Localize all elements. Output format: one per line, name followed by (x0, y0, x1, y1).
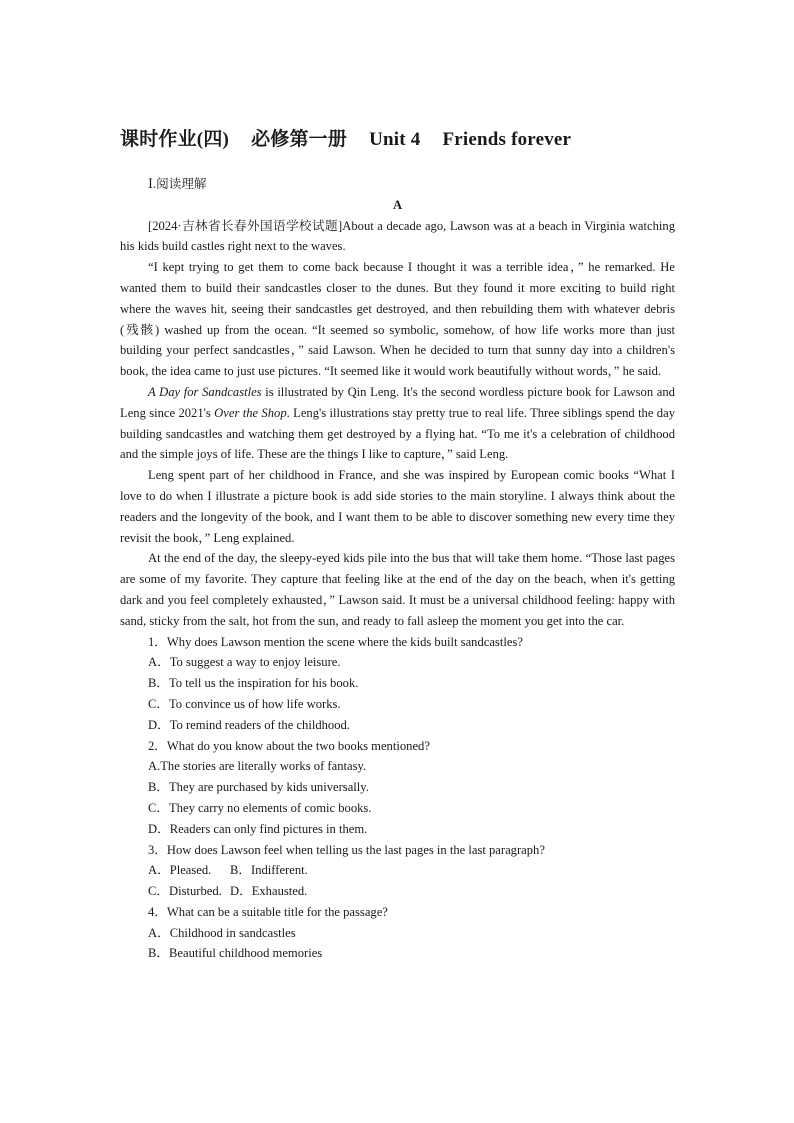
question-4-option-a: A．Childhood in sandcastles (148, 925, 296, 940)
question-1-option-c: C．To convince us of how life works. (148, 696, 341, 711)
book-title-sandcastles: A Day for Sandcastles (148, 384, 262, 399)
title-unit-label: Unit 4 (369, 129, 421, 150)
passage-paragraph-2: “I kept trying to get them to come back because I thought it was a terrible idea，” he remarked. He wanted them to build their sandcastles closer to the dunes. But they found it more exciting to build right where the waves hit, seeing their sandcastles get destroyed, and then rebuilding them with whatever debris (残骸) washed up from the ocean. “It seemed so symbolic, somehow, of how life works more than just building your perfect sandcastles，” said Lawson. When he decided to turn that sunny day into a children's book, the idea came to just use pictures. “It seemed like it would work beautifully without words，” he said. (120, 260, 675, 379)
question-2-option-a: A.The stories are literally works of fantasy. (148, 759, 367, 774)
question-2-option-b: B．They are purchased by kids universally. (148, 780, 369, 795)
passage-paragraph-1: [2024·吉林省长春外国语学校试题]About a decade ago, Lawson was at a beach in Virginia watching his kids build castles right next to the waves. (120, 218, 675, 254)
question-1-stem: 1．Why does Lawson mention the scene where the kids built sandcastles? (148, 634, 523, 649)
passage-paragraph-3 (120, 382, 675, 465)
passage-label: A (392, 197, 403, 212)
question-4-option-b: B．Beautiful childhood memories (148, 946, 323, 961)
question-1-option-a: A．To suggest a way to enjoy leisure. (148, 655, 341, 670)
section-heading: Ⅰ.阅读理解 (148, 177, 207, 191)
question-1-option-d: D．To remind readers of the childhood. (148, 717, 350, 732)
title-unit-name: Friends forever (442, 129, 572, 150)
question-2-stem: 2．What do you know about the two books mentioned? (148, 738, 430, 753)
page-title (120, 124, 680, 151)
passage-paragraph-4: Leng spent part of her childhood in France, and she was inspired by European comic books “What I love to do when I illustrate a picture book is add side stories to the main storyline. I always think about the readers and the longevity of the book, and I want them to be able to discover something new every time they revisit the book，” Leng explained. (120, 468, 675, 545)
paragraph-3-text-a: is illustrated by Qin Leng. It's the second wordless picture book for Lawson and Leng since 2021's (120, 384, 675, 420)
question-1-option-b: B．To tell us the inspiration for his book. (148, 676, 359, 691)
question-2-option-c: C．They carry no elements of comic books. (148, 800, 372, 815)
question-3-options-row-2 (120, 881, 675, 902)
document-body (120, 174, 675, 964)
title-book-label: 必修第一册 (251, 129, 348, 150)
question-3-stem: 3．How does Lawson feel when telling us the last pages in the last paragraph? (148, 842, 545, 857)
title-homework-label: 课时作业(四) (120, 129, 230, 150)
book-title-over-the-shop: Over the Shop (214, 405, 287, 420)
question-3-option-d: D．Exhausted. (230, 884, 308, 899)
passage-paragraph-5: At the end of the day, the sleepy-eyed kids pile into the bus that will take them home. “Those last pages are some of my favorite. They capture that feeling like at the end of the day on the beach, when it's getting dark and you feel completely exhausted，” Lawson said. It must be a universal childhood feeling: happy with sand, sticky from the salt, hot from the sun, and ready to fall asleep the moment you get into the car. (120, 551, 675, 628)
paragraph-3-text-b: . Leng's illustrations stay pretty true to real life. Three siblings spend the day building sandcastles and watching them get destroyed by a flying hat. “To me it's a celebration of childhood and the simple joys of life. These are the things I like to capture，” said Leng. (120, 405, 675, 462)
question-3-option-a: A．Pleased. (148, 863, 212, 878)
question-3-option-c: C．Disturbed. (148, 884, 222, 899)
question-2-option-d: D．Readers can only find pictures in them. (148, 821, 368, 836)
question-4-stem: 4．What can be a suitable title for the passage? (148, 904, 388, 919)
question-3-option-b: B．Indifferent. (230, 863, 308, 878)
question-3-options-row-1 (120, 860, 675, 881)
